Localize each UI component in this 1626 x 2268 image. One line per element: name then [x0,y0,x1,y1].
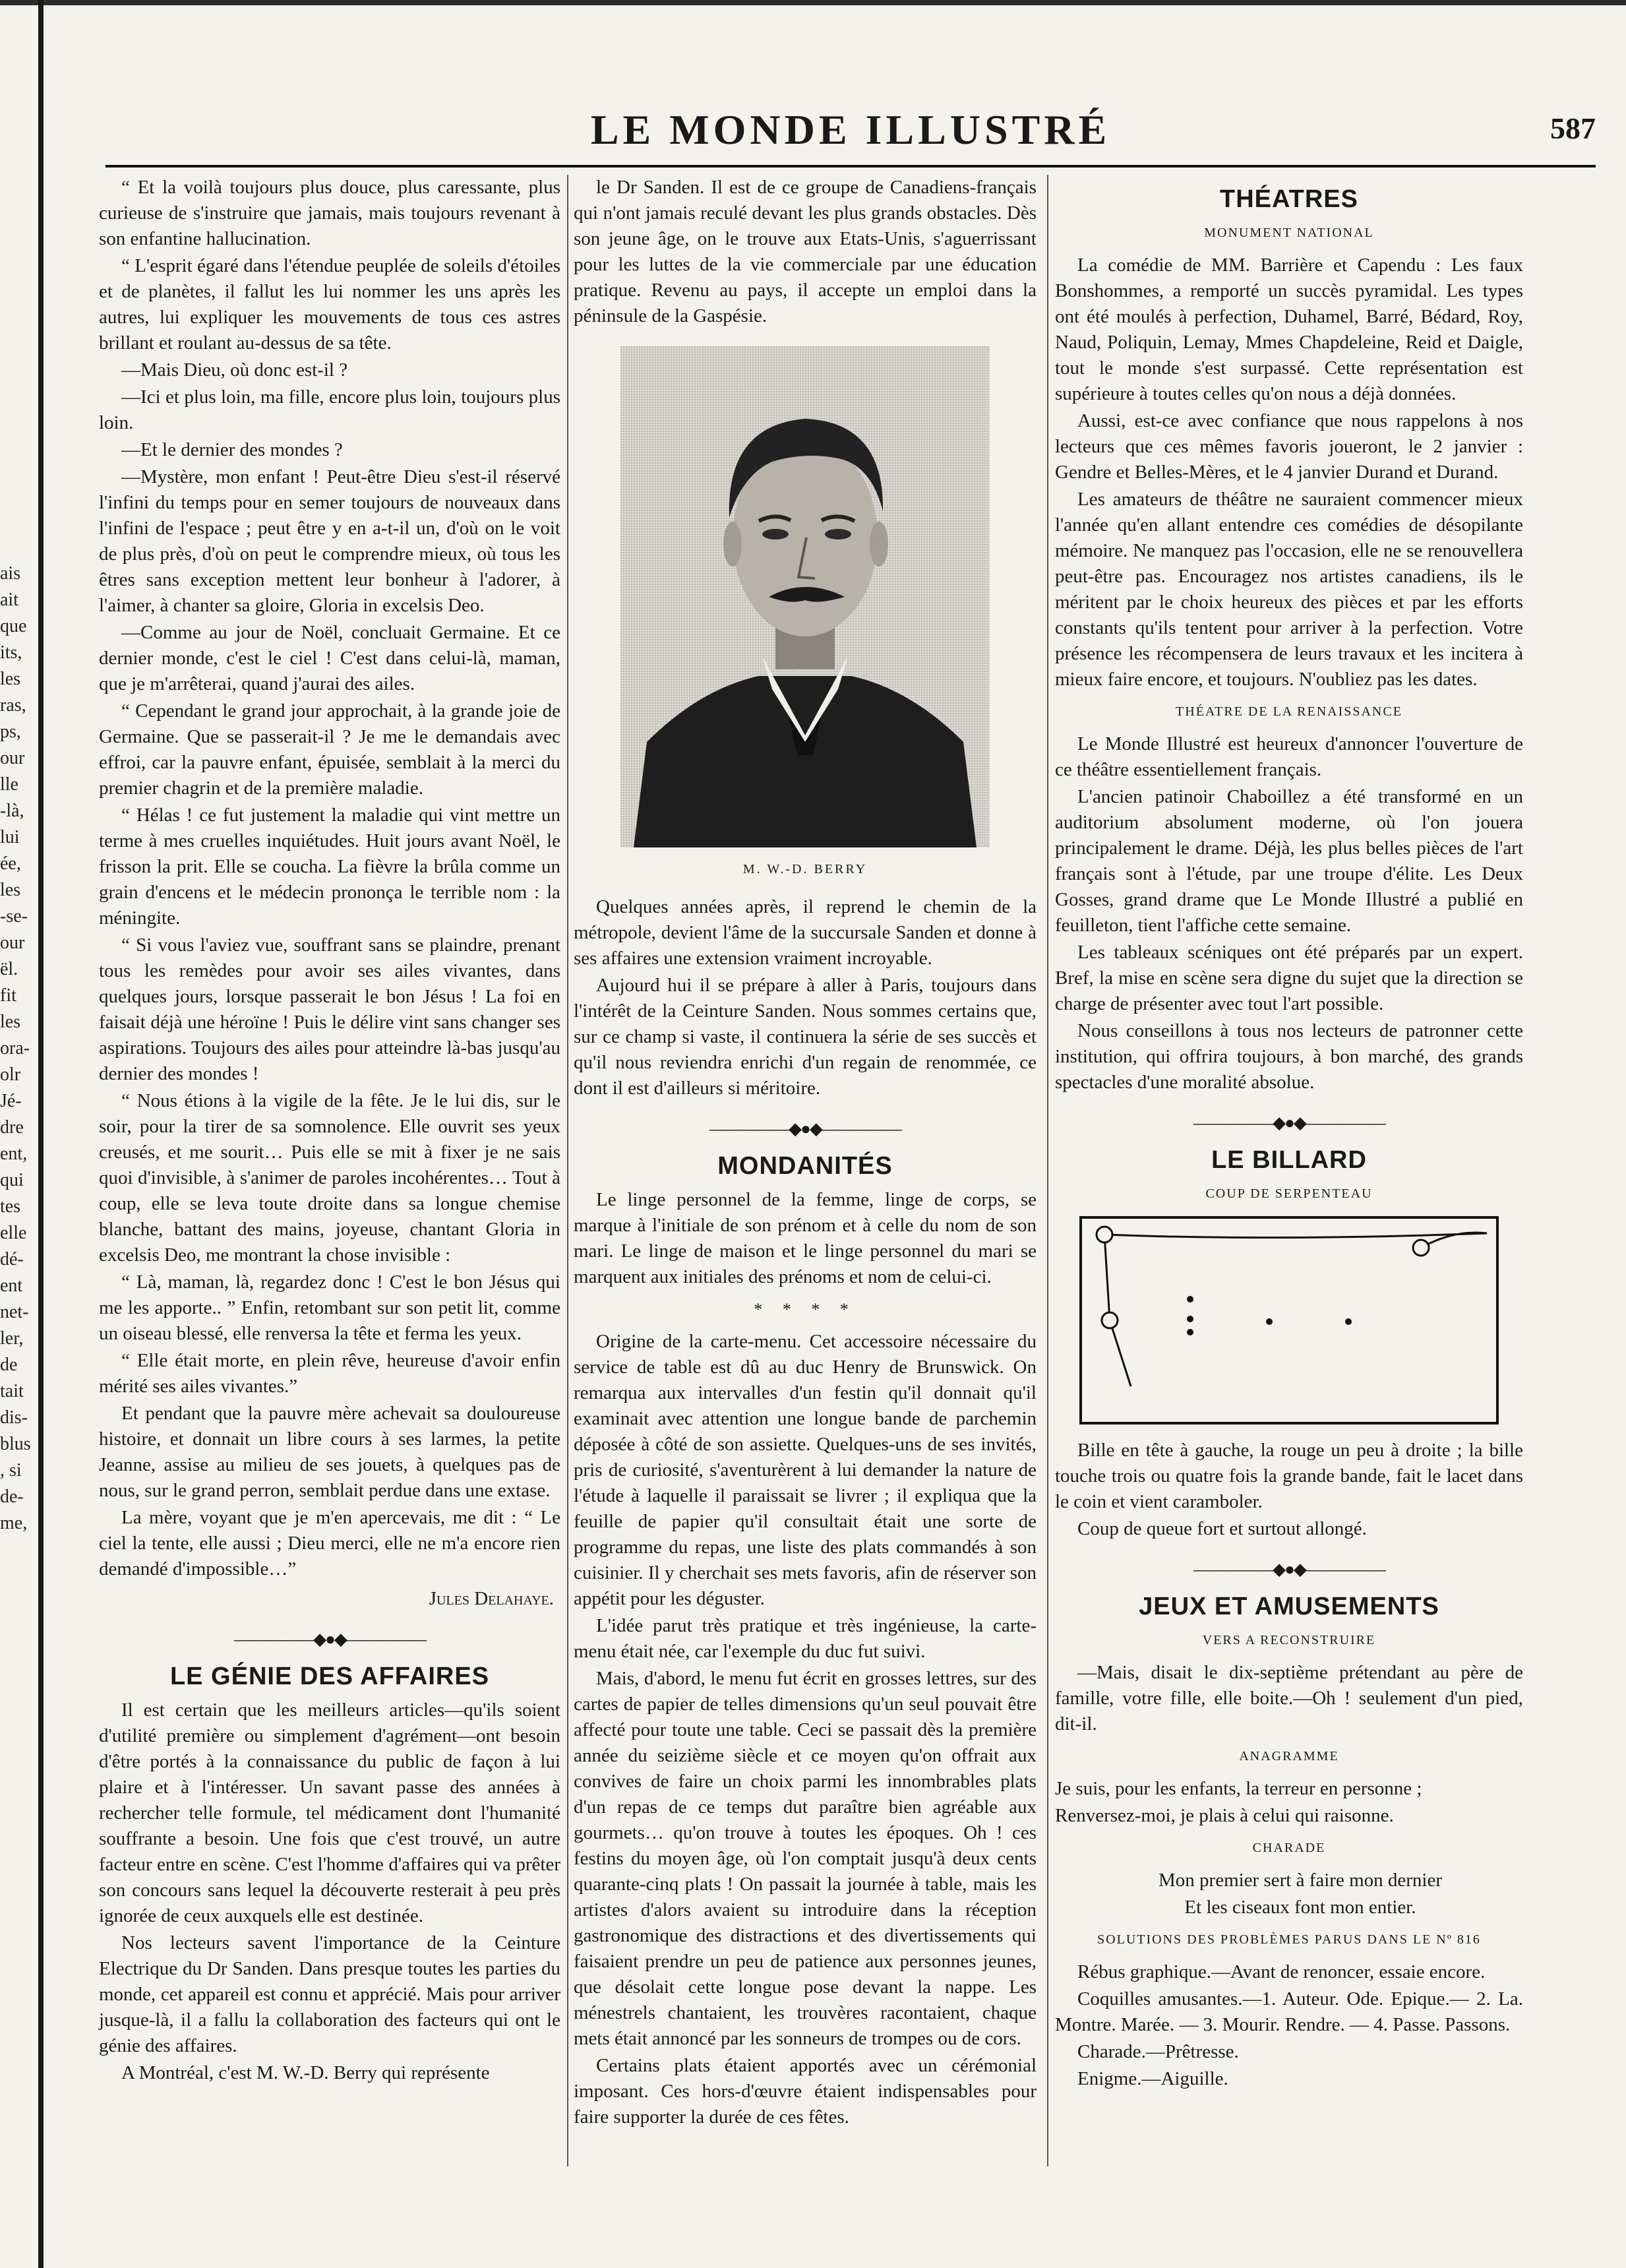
subhead-solutions: SOLUTIONS DES PROBLÈMES PARUS DANS LE Nº 816 [1097,1932,1481,1947]
solution-line: Enigme.—Aiguille. [1077,2068,1228,2089]
paragraph: Mais, d'abord, le menu fut écrit en grosses lettres, sur des cartes de papier de telles dimensions qu'un seul pouvait être affecté pour toute une table. Ceci se passait dès la première année du seizième siècle et ce moyen qu'on offrait aux convives de faire un choix parmi les innombrables plats d'un repas de ce temps dut paraître bien agréable aux gourmets… qu'on trouve à toutes les époques. Oh ! ces festins du moyen âge, où l'on comptait jusqu'à deux cents quarante-cinq plats ! On passait la journée à table, mais les artistes d'alors avaient su introduire dans la réception gastronomique des distractions et des divertissements qui faisaient prendre un peu de patience aux personnes jeunes, que désolait cette longue pose devant la nappe. Les ménestrels chantaient, les trouvères racontaient, chaque mets était annoncé par les sonneurs de trompes ou de cors. [574,1668,1037,2049]
stub-fragment: Jé- [0,1091,22,1111]
stub-fragment: dis- [0,1407,28,1428]
stub-fragment: que [0,616,27,636]
stub-fragment: de- [0,1486,24,1507]
verse-line: Et les ciseaux font mon entier. [1184,1897,1416,1918]
section-title-genie: LE GÉNIE DES AFFAIRES [169,1663,490,1690]
stub-fragment: its, [0,642,22,663]
stub-fragment: les [0,880,21,900]
paragraph: “ Hélas ! ce fut justement la maladie qui vint mettre un terme à mes cruelles inquiétudes. Huit jours avant Noël, le frisson la prit. Elle se coucha. La fièvre la brûla comme un grain d'encens et le médecin prononça le terrible nom : la méningite. [99,805,560,929]
solutions-list [1055,1959,1523,2092]
paragraph: Nous conseillons à tous nos lecteurs de patronner cette institution, qui offrira toujours, à bon marché, des grands spectacles d'une moralité absolue. [1055,1020,1523,1093]
stub-fragment: de [0,1355,18,1375]
subhead-renaissance: THÉATRE DE LA RENAISSANCE [1176,704,1402,719]
paragraph: Aujourd hui il se prépare à aller à Paris, toujours dans l'intérêt de la Ceinture Sanden. Nous sommes certains que, sur ce champ si vaste, il continuera la série de ses succès et qu'il nous reviendra enrichi d'un regain de renommée, ce dont il est d'ailleurs si méritoire. [574,975,1037,1099]
section-title-theatres: THÉATRES [1220,185,1358,213]
paragraph: La comédie de MM. Barrière et Capendu : Les faux Bonshommes, a remporté un succès pyramidal. Les types ont été moulés à perfection, Duhamel, Barré, Bédard, Roy, Naud, Poliquin, Lemay, Mmes Chapdeleine, Reid et Daigle, tout le monde s'est surpassé. Cette représentation est supérieure à toutes celles qu'on nous a déjà données. [1055,255,1523,404]
subhead-anagramme: ANAGRAMME [1239,1749,1339,1763]
paragraph: —Mais Dieu, où donc est-il ? [121,359,348,381]
column-1 [99,175,560,2087]
paragraph: —Comme au jour de Noël, concluait Germaine. Et ce dernier monde, c'est le ciel ! C'est dans celui-là, maman, que je m'arrêterai, quand j'aurai des ailes. [99,622,560,694]
paragraph: “ Cependant le grand jour approchait, à la grande joie de Germaine. Que se passerait-il ? Je me le demandais avec effroi, car la pauvre enfant, épuisée, semblait à la merci du premier chagrin et de la première maladie. [99,700,560,799]
section-title-jeux: JEUX ET AMUSEMENTS [1139,1593,1439,1620]
stub-fragment: ras, [0,695,26,716]
berry-paragraphs [574,894,1037,1101]
stub-fragment: me, [0,1513,28,1533]
stub-fragment: dé- [0,1249,24,1270]
column-2 [574,175,1037,2131]
paragraph: —Ici et plus loin, ma fille, encore plus loin, toujours plus loin. [99,386,560,433]
paragraph: Certains plats étaient apportés avec un cérémonial imposant. Ces hors-d'œuvre étaient indispensables pour faire supporter la durée de ces fêtes. [574,2055,1037,2128]
solution-line: Coquilles amusantes.—1. Auteur. Ode. Epique.— 2. La. Montre. Marée. — 3. Mourir. Rendre. — 4. Passe. Passons. [1055,1988,1523,2035]
stub-fragment: les [0,1012,21,1032]
monument-paragraphs [1055,253,1523,692]
stub-fragment: ler, [0,1328,24,1349]
stub-fragment: net- [0,1302,29,1322]
section-title-mondanites: MONDANITÉS [717,1152,893,1180]
paragraph: Les tableaux scéniques ont été préparés par un expert. Bref, la mise en scène sera digne du sujet que la direction se charge de présenter avec tout l'art possible. [1055,942,1523,1014]
paragraph: “ L'esprit égaré dans l'étendue peuplée de soleils d'étoiles et de planètes, il fallut les lui nommer les uns après les autres, lui expliquer les mouvements de tous ces astres brillant et roulant au-dessus de sa tête. [99,255,560,353]
stub-fragment: ël. [0,959,18,979]
solution-line: Rébus graphique.—Avant de renoncer, essaie encore. [1077,1961,1486,1982]
stub-fragment: lle [0,774,18,795]
author-signature: Jules Delahaye. [429,1588,554,1609]
stub-fragment: lui [0,827,20,847]
stub-fragment: tes [0,1196,21,1217]
masthead [105,99,1596,152]
column-divider [1047,175,1048,2166]
paragraph: “ Si vous l'aviez vue, souffrant sans se plaindre, prenant tous les remèdes pour avoir ses ailes vivantes, dans quelques jours, lorsque passerait le bon Jésus ! La foi en faisait déjà une héroïne ! Puis le délire vint sans changer ses aspirations. Toujours des ailes pour atteindre là-bas jusqu'au dernier des mondes ! [99,935,560,1084]
masthead-rule [105,165,1596,168]
paragraph: “ Là, maman, là, regardez donc ! C'est le bon Jésus qui me les apporte.. ” Enfin, retombant sur son petit lit, comme un oiseau blessé, elle renversa la tête et ferma les yeux. [99,1272,560,1344]
subhead-vers: VERS A RECONSTRUIRE [1202,1633,1376,1647]
ornament-divider: —————◆●◆————— [1193,1560,1385,1579]
charade-lines [1055,1868,1523,1920]
vers-text: —Mais, disait le dix-septième prétendant au père de famille, votre fille, elle boite.—Oh ! seulement d'un pied, dit-il. [1055,1662,1523,1734]
stub-fragment: elle [0,1223,27,1243]
page-binding-edge [38,0,44,2268]
adjacent-page-stub [0,561,34,1537]
stub-fragment: ent, [0,1144,28,1164]
column-divider [567,175,568,2166]
verse-line: Je suis, pour les enfants, la terreur en personne ; [1055,1778,1422,1799]
stub-fragment: ps, [0,721,21,742]
column-3 [1055,175,1523,2093]
stub-fragment: tait [0,1381,24,1401]
paragraph: Aussi, est-ce avec confiance que nous rappelons à nos lecteurs que ces mêmes favoris joueront, le 2 janvier : Gendre et Belles-Mères, et le 4 janvier Durand et Durand. [1055,410,1523,483]
article-intro: le Dr Sanden. Il est de ce groupe de Canadiens-français qui n'ont jamais reculé devant les plus grands obstacles. Dès son jeune âge, on le trouve aux Etats-Unis, s'aguerrissant pour les luttes de la vie commerciale par une éducation pratique. Revenu au pays, il accepte un emploi dans la péninsule de la Gaspésie. [574,177,1037,326]
page-top-edge [0,0,1626,5]
solution-line: Charade.—Prêtresse. [1077,2041,1239,2062]
paragraph: Il est certain que les meilleurs articles—qu'ils soient d'utilité première ou simplement d'agrément—ont besoin d'être portés à la connaissance du public de façon à lui plaire et à l'intéresser. Un savant passe des années à rechercher telle formule, tel médicament dont l'humanité souffrante a besoin. Une fois que c'est trouvé, un autre facteur entre en scène. C'est l'homme d'affaires qui va prêter son concours sans lequel la découverte resterait à peu près ignorée de ceux auxquels elle est destinée. [99,1700,560,1926]
stub-fragment: fit [0,985,16,1006]
stub-fragment: qui [0,1170,24,1190]
paragraph: “ Nous étions à la vigile de la fête. Je le lui dis, sur le soir, pour la tirer de sa somnolence. Elle ouvrit ses yeux creusés, et me sourit… Puis elle se mit à fixer je ne sais quoi d'invisible, à s'animer de paroles incohérentes… Tout à coup, elle se leva toute droite dans sa longue chemise blanche, battant des mains, joyeuse, chantant Gloria in excelsis Deo, me montrant la chose invisible : [99,1090,560,1266]
verse-line: Renversez-moi, je plais à celui qui raisonne. [1055,1805,1394,1826]
mondanites-paragraphs [574,1329,1037,2130]
portrait-caption: M. W.-D. BERRY [742,862,868,876]
paragraph: Quelques années après, il reprend le chemin de la métropole, devient l'âme de la succursale Sanden et donne à ses affaires une extension vraiment incroyable. [574,896,1037,969]
paragraph: Origine de la carte-menu. Cet accessoire nécessaire du service de table est dû au duc Henry de Brunswick. On remarqua aux intervalles d'un festin qu'il donnait qu'il examinait avec attention une longue bande de parchemin déposée à côté de son assiette. Quelques-uns de ses invités, pris de curiosité, s'aventurèrent à lui demander la nature de l'étude à laquelle il paraissait se livrer ; il expliqua que la feuille de papier qu'il consultait était une sorte de programme du repas, une liste des plats commandés à son cuisinier. Il y cherchait ses mets favoris, afin de réserver son appétit pour les déguster. [574,1331,1037,1609]
paragraph: “ Elle était morte, en plein rêve, heureuse d'avoir enfin mérité ses ailes vivantes.” [99,1350,560,1397]
billiard-diagram [1078,1215,1500,1426]
stub-fragment: blus [0,1434,31,1454]
stars-separator: * * * * [754,1300,857,1319]
portrait-image [620,346,990,847]
paragraph: Et pendant que la pauvre mère achevait sa douloureuse histoire, et donnait un libre cours à ses larmes, la petite Jeanne, assise au milieu de ses jouets, à quelques pas de nous, sur le grand perron, semblait perdue dans une extase. [99,1403,560,1501]
stub-fragment: -là, [0,801,24,821]
paragraph: Coup de queue fort et surtout allongé. [1077,1518,1367,1539]
stub-fragment: ent [0,1275,23,1296]
stub-fragment: ée, [0,853,21,874]
subhead-billard: COUP DE SERPENTEAU [1205,1186,1373,1201]
paragraph: Bille en tête à gauche, la rouge un peu à droite ; la bille touche trois ou quatre fois la grande bande, fait le lacet dans le coin et vient caramboler. [1055,1440,1523,1512]
stub-fragment: ait [0,590,18,610]
stub-fragment: , si [0,1460,22,1481]
stub-fragment: -se- [0,906,28,927]
mondanites-intro: Le linge personnel de la femme, linge de corps, se marque à l'initiale de son prénom et à celle du nom de son mari. Le linge de maison et le linge personnel du mari se marquent aux initiales des prénoms et nom de celui-ci. [574,1189,1037,1287]
anagramme-lines [1055,1776,1523,1829]
stub-fragment: ais [0,563,21,584]
paragraph: A Montréal, c'est M. W.-D. Berry qui représente [121,2062,490,2083]
billard-paragraphs [1055,1438,1523,1542]
subhead-charade: CHARADE [1252,1841,1326,1855]
paragraph: La mère, voyant que je m'en apercevais, me dit : “ Le ciel la tente, elle aussi ; Dieu merci, elle ne m'a encore rien demandé d'impossible…” [99,1507,560,1579]
ornament-divider: —————◆●◆————— [234,1630,425,1649]
stub-fragment: dre [0,1117,24,1138]
section-title-billard: LE BILLARD [1211,1146,1367,1174]
paragraph: —Mystère, mon enfant ! Peut-être Dieu s'est-il réservé l'infini du temps pour en semer toujours de nouveaux dans l'infini de l'espace ; peut être y en a-t-il un, d'où on le voit de plus près, d'où on peut le comprendre mieux, où tous les êtres sans exception mettent leur bonheur à l'adorer, à l'aimer, à chanter sa gloire, Gloria in excelsis Deo. [99,466,560,616]
stub-fragment: our [0,933,25,953]
stub-fragment: our [0,748,25,768]
paragraph: Le Monde Illustré est heureux d'annoncer l'ouverture de ce théâtre essentiellement français. [1055,733,1523,780]
stub-fragment: ora- [0,1038,30,1058]
genie-paragraphs [99,1698,560,2086]
subhead-monument: MONUMENT NATIONAL [1204,226,1374,240]
paragraph: Les amateurs de théâtre ne sauraient commencer mieux l'année qu'en allant entendre ces comédies de désopilante mémoire. Ne manquez pas l'occasion, elle ne se renouvellera peut-être pas. Encouragez nos artistes canadiens, ils le méritent par le choix heureux des pièces et par les efforts constants qu'ils tentent pour arriver à la perfection. Votre présence les récompensera de leurs travaux et les incitera à mieux faire encore, et toujours. N'oubliez pas les dates. [1055,489,1523,690]
ornament-divider: —————◆●◆————— [709,1119,901,1138]
stub-fragment: olr [0,1064,21,1085]
story-paragraphs [99,175,560,1582]
page-number: 587 [1550,111,1596,145]
stub-fragment: les [0,669,21,689]
paragraph: “ Et la voilà toujours plus douce, plus caressante, plus curieuse de s'instruire que jamais, mais toujours revenant à son enfantine hallucination. [99,177,560,249]
newspaper-title: LE MONDE ILLUSTRÉ [590,106,1111,153]
paragraph: Nos lecteurs savent l'importance de la Ceinture Electrique du Dr Sanden. Dans presque toutes les parties du monde, cet appareil est connu et apprécié. Mais pour arriver jusque-là, il a fallu la collaboration des facteurs qui ont le génie des affaires. [99,1932,560,2056]
renaissance-paragraphs [1055,731,1523,1095]
paragraph: —Et le dernier des mondes ? [121,439,343,460]
ornament-divider: —————◆●◆————— [1193,1113,1385,1132]
paragraph: L'ancien patinoir Chaboillez a été transformé en un auditorium absolument moderne, où l'on jouera principalement le drame. Déjà, les plus belles pièces de l'art français sont à l'étude, par une troupe d'élite. Les Deux Gosses, grand drame que Le Monde Illustré a publié en feuilleton, tient l'affiche cette semaine. [1055,786,1523,936]
verse-line: Mon premier sert à faire mon dernier [1159,1870,1442,1891]
paragraph: L'idée parut très pratique et très ingénieuse, la carte-menu était née, car l'exemple du duc fut suivi. [574,1615,1037,1662]
